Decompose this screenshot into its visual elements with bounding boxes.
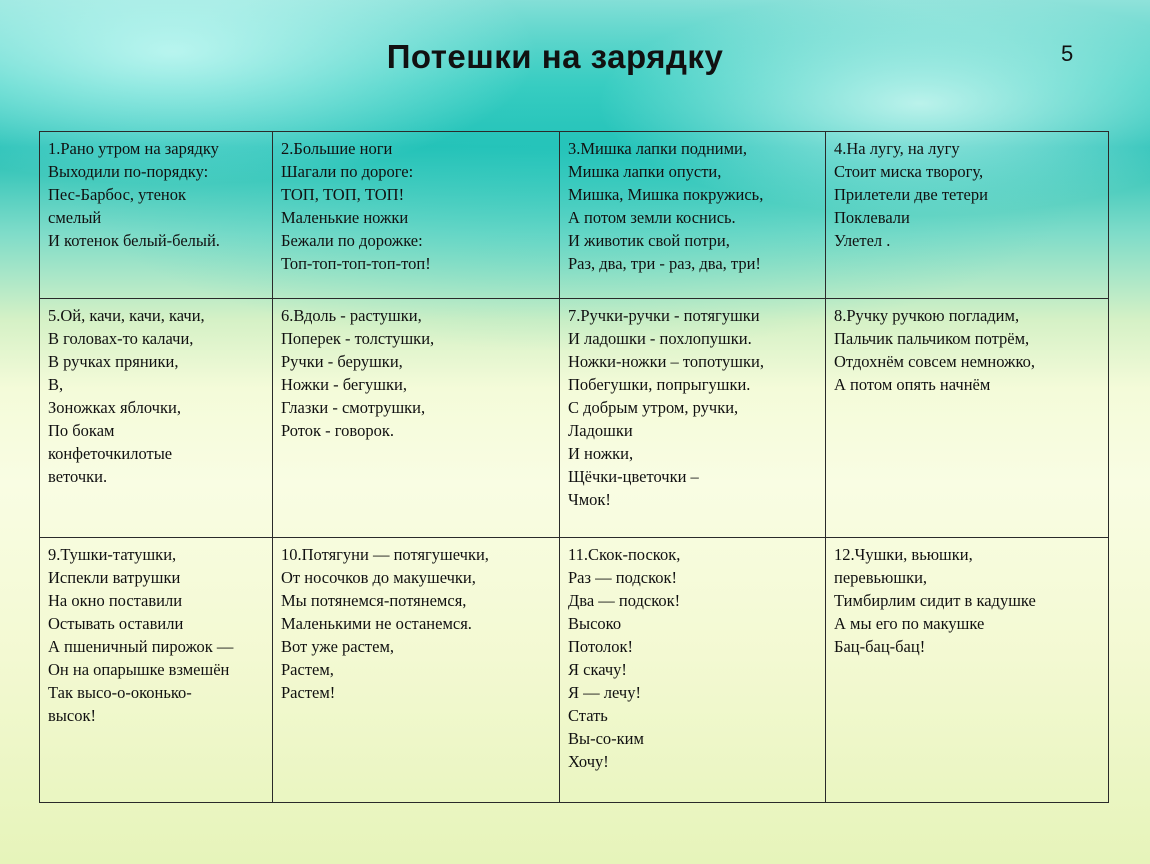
rhyme-line: 3.Мишка лапки подними, [568,139,747,158]
slide-title: Потешки на зарядку [386,38,724,75]
rhyme-line: 5.Ой, качи, качи, качи, [48,306,205,325]
rhyme-line: Растем, [281,660,334,679]
rhyme-cell [826,299,1109,538]
rhyme-line: Ножки-ножки – топотушки, [568,352,764,371]
rhyme-line: Пальчик пальчиком потрём, [834,329,1030,348]
rhyme-cell [826,132,1109,299]
rhyme-line: Я скачу! [568,660,627,679]
rhyme-line: Мишка лапки опусти, [568,162,722,181]
rhyme-line: Маленькие ножки [281,208,409,227]
rhyme-cell [40,538,273,803]
rhyme-line: А потом земли коснись. [568,208,736,227]
rhyme-line: Поперек - толстушки, [281,329,435,348]
rhyme-line: Чмок! [568,490,611,509]
rhyme-line: Зоножках яблочки, [48,398,181,417]
rhyme-line: Раз — подскок! [568,568,678,587]
rhyme-line: Отдохнём совсем немножко, [834,352,1036,371]
rhyme-line: Испекли ватрушки [48,568,181,587]
rhyme-line: Маленькими не останемся. [281,614,472,633]
rhyme-line: Он на опарышке взмешён [48,660,230,679]
rhyme-line: Остывать оставили [48,614,184,633]
rhyme-line: Бежали по дорожке: [281,231,423,250]
rhyme-line: От носочков до макушечки, [281,568,476,587]
rhyme-cell [273,132,560,299]
rhyme-line: конфеточкилотые [48,444,173,463]
rhyme-cell [273,538,560,803]
rhyme-line: Пес-Барбос, утенок [48,185,187,204]
rhyme-line: Мы потянемся-потянемся, [281,591,467,610]
rhyme-line: 12.Чушки, вьюшки, [834,545,973,564]
rhyme-line: Тимбирлим сидит в кадушке [834,591,1036,610]
rhyme-line: ТОП, ТОП, ТОП! [281,185,405,204]
rhyme-line: веточки. [48,467,108,486]
rhyme-line: Бац-бац-бац! [834,637,926,656]
rhyme-line: Ручки - берушки, [281,352,403,371]
rhyme-line: Стать [568,706,608,725]
table-row [40,299,1109,538]
rhyme-line: 9.Тушки-татушки, [48,545,177,564]
rhyme-line: 2.Большие ноги [281,139,393,158]
page-number: 5 [1061,41,1074,66]
rhyme-cell [40,299,273,538]
rhyme-line: Потолок! [568,637,633,656]
rhyme-line: И ножки, [568,444,634,463]
rhyme-line: 8.Ручку ручкою погладим, [834,306,1020,325]
rhyme-line: Щёчки-цветочки – [568,467,699,486]
rhyme-line: 4.На лугу, на лугу [834,139,960,158]
rhyme-line: Улетел . [834,231,891,250]
rhyme-cell [40,132,273,299]
rhyme-line: Я — лечу! [568,683,641,702]
rhyme-line: И животик свой потри, [568,231,730,250]
rhyme-cell [560,538,826,803]
rhyme-line: Вот уже растем, [281,637,395,656]
rhyme-line: В, [48,375,64,394]
rhyme-line: Стоит миска творогу, [834,162,984,181]
rhyme-line: Мишка, Мишка покружись, [568,185,764,204]
rhyme-line: 11.Скок-поскок, [568,545,681,564]
rhyme-line: А пшеничный пирожок — [48,637,234,656]
rhymes-table [39,131,1109,803]
rhyme-line: Хочу! [568,752,609,771]
rhyme-line: А мы его по макушке [834,614,985,633]
rhyme-line: Высоко [568,614,622,633]
rhyme-line: И котенок белый-белый. [48,231,220,250]
rhyme-line: 10.Потягуни — потягушечки, [281,545,489,564]
rhyme-line: Так высо-о-оконько- [48,683,192,702]
rhyme-line: смелый [48,208,102,227]
rhyme-line: 6.Вдоль - растушки, [281,306,422,325]
rhyme-line: И ладошки - похлопушки. [568,329,752,348]
rhyme-line: Роток - говорок. [281,421,394,440]
rhyme-line: перевьюшки, [834,568,928,587]
rhyme-cell [273,299,560,538]
rhyme-cell [560,299,826,538]
rhyme-line: Топ-топ-топ-топ-топ! [281,254,431,273]
rhyme-line: Вы-со-ким [568,729,644,748]
rhyme-line: На окно поставили [48,591,183,610]
rhyme-line: В головах-то калачи, [48,329,194,348]
rhyme-line: Раз, два, три - раз, два, три! [568,254,761,273]
rhyme-line: Поклевали [834,208,910,227]
rhyme-line: высок! [48,706,96,725]
rhyme-line: С добрым утром, ручки, [568,398,739,417]
rhyme-line: 7.Ручки-ручки - потягушки [568,306,760,325]
rhyme-line: Два — подскок! [568,591,681,610]
rhyme-line: А потом опять начнём [834,375,991,394]
rhyme-line: В ручках пряники, [48,352,179,371]
rhyme-cell [560,132,826,299]
rhyme-line: По бокам [48,421,115,440]
table-row [40,132,1109,299]
rhyme-line: Глазки - смотрушки, [281,398,426,417]
rhyme-line: Выходили по-порядку: [48,162,209,181]
rhyme-line: 1.Рано утром на зарядку [48,139,219,158]
rhyme-line: Побегушки, попрыгушки. [568,375,751,394]
rhyme-line: Ладошки [568,421,633,440]
rhyme-line: Ножки - бегушки, [281,375,407,394]
table-row [40,538,1109,803]
rhyme-line: Прилетели две тетери [834,185,988,204]
rhyme-line: Шагали по дороге: [281,162,414,181]
rhyme-cell [826,538,1109,803]
rhyme-line: Растем! [281,683,336,702]
